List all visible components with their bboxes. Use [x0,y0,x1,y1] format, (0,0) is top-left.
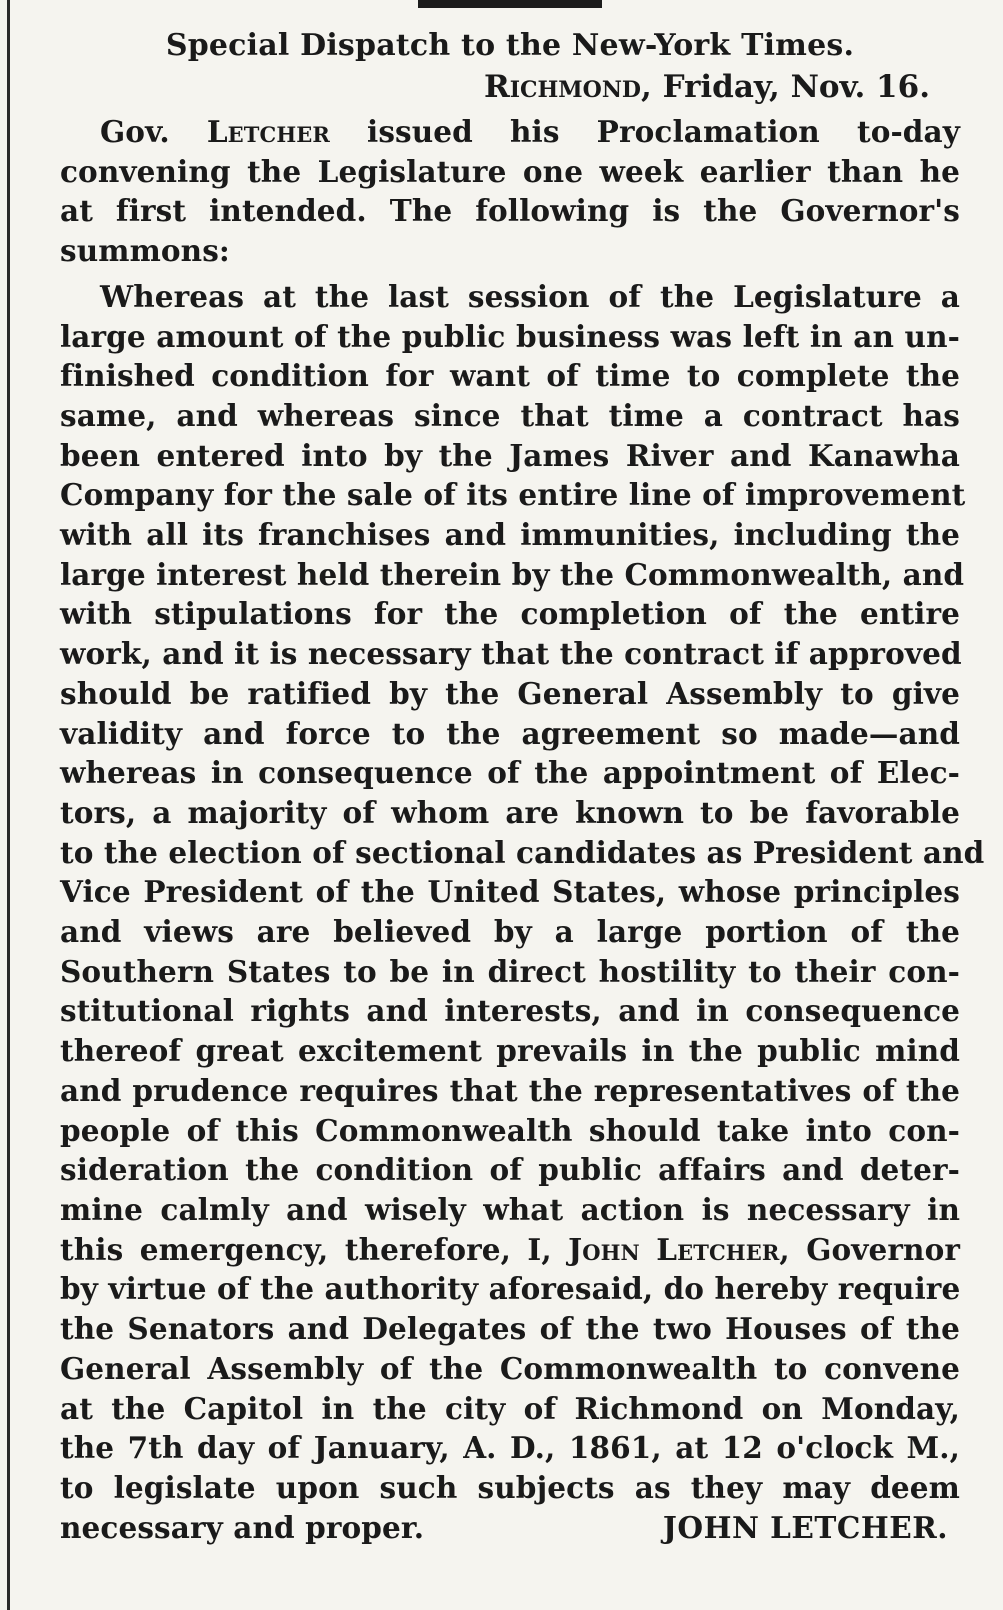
proclamation-line: tors, a majority of whom are known to be favorable [60,794,960,830]
governor-name: John Letcher [568,1231,780,1267]
intro-line: at first intended. The following is the Governor's [60,193,960,229]
proclamation-line: been entered into by the James River and Kanawha [60,437,960,473]
column-rule [7,0,10,1610]
proclamation-line: whereas in consequence of the appointment of Elec- [60,755,960,791]
top-rule [418,0,602,8]
proclamation-line: finished condition for want of time to complete the [60,358,960,394]
proclamation-line: should be ratified by the General Assembly to give [60,675,960,711]
dateline [60,66,960,108]
proclamation-line: Southern States to be in direct hostility to their con- [60,953,960,989]
proclamation-line: stitutional rights and interests, and in consequence [60,993,960,1029]
proclamation-line: work, and it is necessary that the contract if approved [60,636,962,672]
proclamation-line: with all its franchises and immunities, including the [60,517,960,553]
intro-text: Gov. [100,114,207,149]
signature: JOHN LETCHER. [662,1509,948,1545]
proclamation-line: Vice President of the United States, whose principles [60,874,960,910]
proclamation-line: Company for the sale of its entire line of improvement [60,477,966,513]
proclamation-line: large amount of the public business was left in an un- [60,318,960,354]
proclamation-line: to the election of sectional candidates as President and [60,834,985,870]
closing-text: necessary and proper. [60,1509,425,1545]
governor-name: Letcher [206,114,330,149]
proclamation-line: mine calmly and wisely what action is necessary in [60,1191,960,1227]
intro-line: summons: [60,233,230,269]
dateline-place: Richmond [483,69,642,105]
proclamation-paragraph [60,277,985,1548]
proclamation-line: and views are believed by a large portion of the [60,914,960,950]
proclamation-line: Whereas at the last session of the Legislature a [100,278,960,314]
proclamation-line: the Senators and Delegates of the two Houses of the [60,1311,960,1347]
dispatch-heading: Special Dispatch to the New-York Times. [165,28,855,63]
proclamation-line: General Assembly of the Commonwealth to convene [60,1350,960,1386]
proclamation-line: to legislate upon such subjects as they may deem [60,1469,960,1505]
proclamation-line [60,1230,960,1270]
proclamation-line: and prudence requires that the representatives of the [60,1072,960,1108]
article-column [60,26,985,1547]
proclamation-line: thereof great excitement prevails in the public mind [60,1033,960,1069]
proclamation-line: large interest held therein by the Commonwealth, and [60,556,965,592]
proclamation-line: with stipulations for the completion of the entire [60,596,960,632]
proclamation-line: sideration the condition of public affairs and deter- [60,1152,960,1188]
intro-line: convening the Legislature one week earlier than he [60,153,960,189]
proclamation-text: , Governor [779,1231,960,1267]
closing-line [60,1508,960,1548]
intro-line [60,112,960,152]
intro-paragraph [60,112,960,271]
proclamation-line: validity and force to the agreement so made—and [60,715,960,751]
proclamation-line: by virtue of the authority aforesaid, do hereby require [60,1271,961,1307]
dateline-date: , Friday, Nov. 16. [641,69,930,105]
proclamation-line: the 7th day of January, A. D., 1861, at 12 o'clock M., [60,1430,960,1466]
proclamation-line: people of this Commonwealth should take into con- [60,1112,960,1148]
proclamation-line: at the Capitol in the city of Richmond on Monday, [60,1390,960,1426]
intro-text: issued his Proclamation to-day [329,114,960,149]
proclamation-text: this emergency, therefore, I, [60,1231,569,1267]
proclamation-line: same, and whereas since that time a contract has [60,397,960,433]
